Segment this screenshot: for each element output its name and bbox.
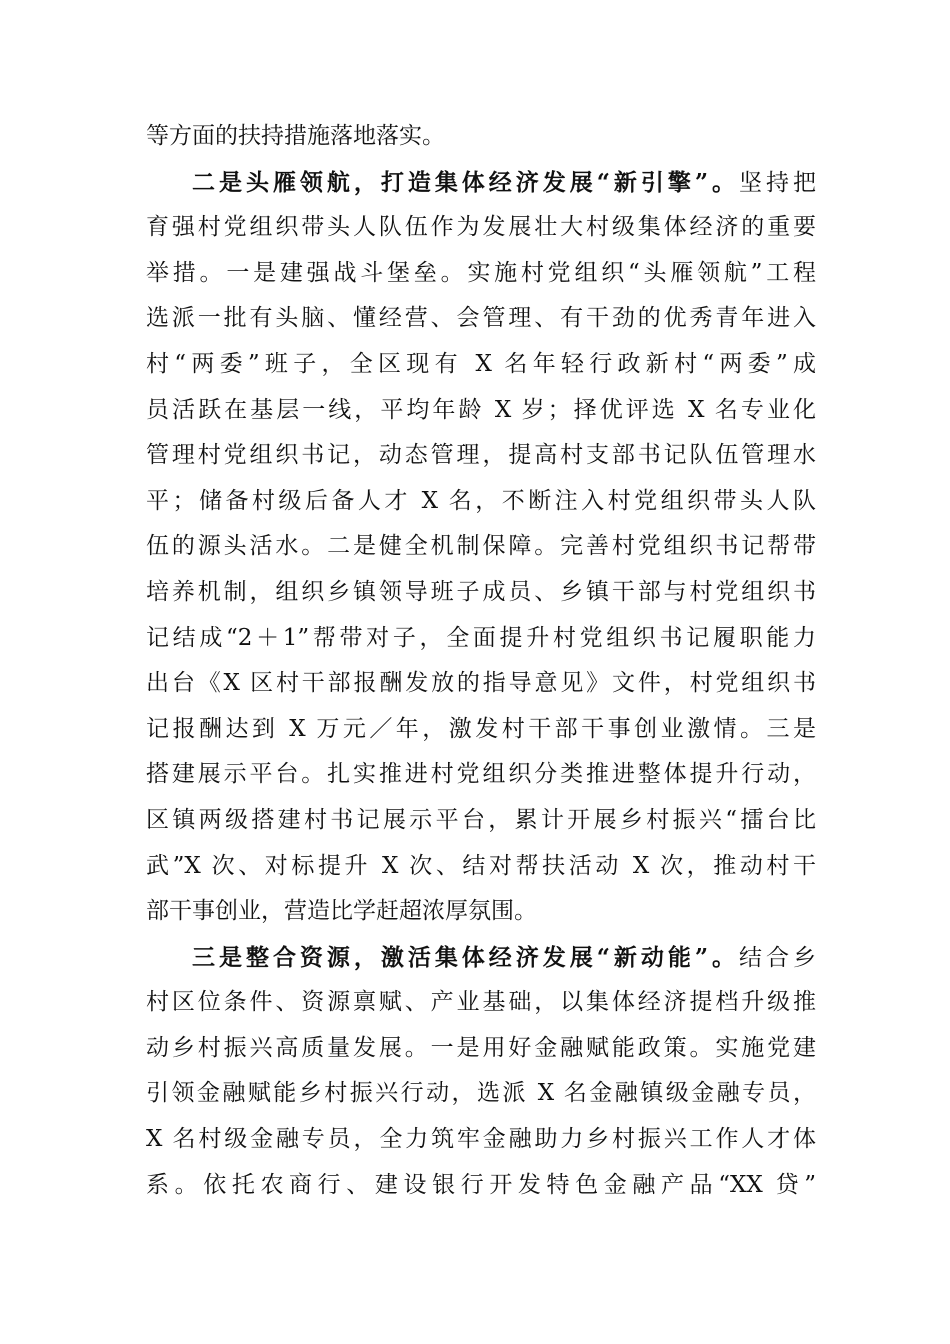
text-line: 武”X 次、对标提升 X 次、结对帮扶活动 X 次，推动村干 (146, 852, 816, 879)
text-line: 记报酬达到 X 万元／年，激发村干部干事创业激情。三是 (146, 715, 816, 742)
text-line: 区镇两级搭建村书记展示平台，累计开展乡村振兴“擂台比 (146, 806, 816, 833)
paragraph-2 (146, 935, 816, 1209)
paragraph-1 (146, 160, 816, 935)
text-line: 村“两委”班子，全区现有 X 名年轻行政新村“两委”成 (146, 350, 816, 377)
text-line: 搭建展示平台。扎实推进村党组织分类推进整体提升行动， (146, 761, 816, 788)
heading-continuation: 坚持把 (739, 169, 816, 196)
text-line: 平；储备村级后备人才 X 名，不断注入村党组织带头人队 (146, 487, 816, 514)
paragraph-heading: 三是整合资源，激活集体经济发展“新动能”。 (192, 943, 740, 971)
text-line: 培养机制，组织乡镇领导班子成员、乡镇干部与村党组织书 (146, 578, 816, 605)
text-line (146, 160, 816, 206)
text-line: 管理村党组织书记，动态管理，提高村支部书记队伍管理水 (146, 442, 816, 469)
heading-continuation: 结合乡 (739, 944, 816, 971)
paragraph-heading: 二是头雁领航，打造集体经济发展“新引擎”。 (192, 168, 740, 196)
text-line: 记结成“2＋1”帮带对子，全面提升村党组织书记履职能力 (146, 624, 816, 651)
text-line: 等方面的扶持措施落地落实。 (146, 123, 445, 149)
text-line: 部干事创业，营造比学赶超浓厚氛围。 (146, 898, 537, 925)
text-line: 选派一批有头脑、懂经营、会管理、有干劲的优秀青年进入 (146, 305, 816, 332)
text-line: X 名村级金融专员，全力筑牢金融助力乡村振兴工作人才体 (146, 1126, 816, 1153)
text-line: 系。依托农商行、建设银行开发特色金融产品“XX 贷” (146, 1171, 816, 1198)
document-body (146, 114, 816, 1208)
text-line: 育强村党组织带头人队伍作为发展壮大村级集体经济的重要 (146, 214, 816, 241)
text-line: 伍的源头活水。二是健全机制保障。完善村党组织书记帮带 (146, 533, 816, 560)
text-line: 举措。一是建强战斗堡垒。实施村党组织“头雁领航”工程 (146, 259, 816, 286)
text-line: 引领金融赋能乡村振兴行动，选派 X 名金融镇级金融专员， (146, 1080, 816, 1107)
text-line (146, 935, 816, 981)
paragraph-0 (146, 114, 816, 160)
text-line: 员活跃在基层一线，平均年龄 X 岁；择优评选 X 名专业化 (146, 396, 816, 423)
text-line: 村区位条件、资源禀赋、产业基础，以集体经济提档升级推 (146, 989, 816, 1016)
text-line: 动乡村振兴高质量发展。一是用好金融赋能政策。实施党建 (146, 1034, 816, 1061)
text-line: 出台《X 区村干部报酬发放的指导意见》文件，村党组织书 (146, 670, 816, 697)
